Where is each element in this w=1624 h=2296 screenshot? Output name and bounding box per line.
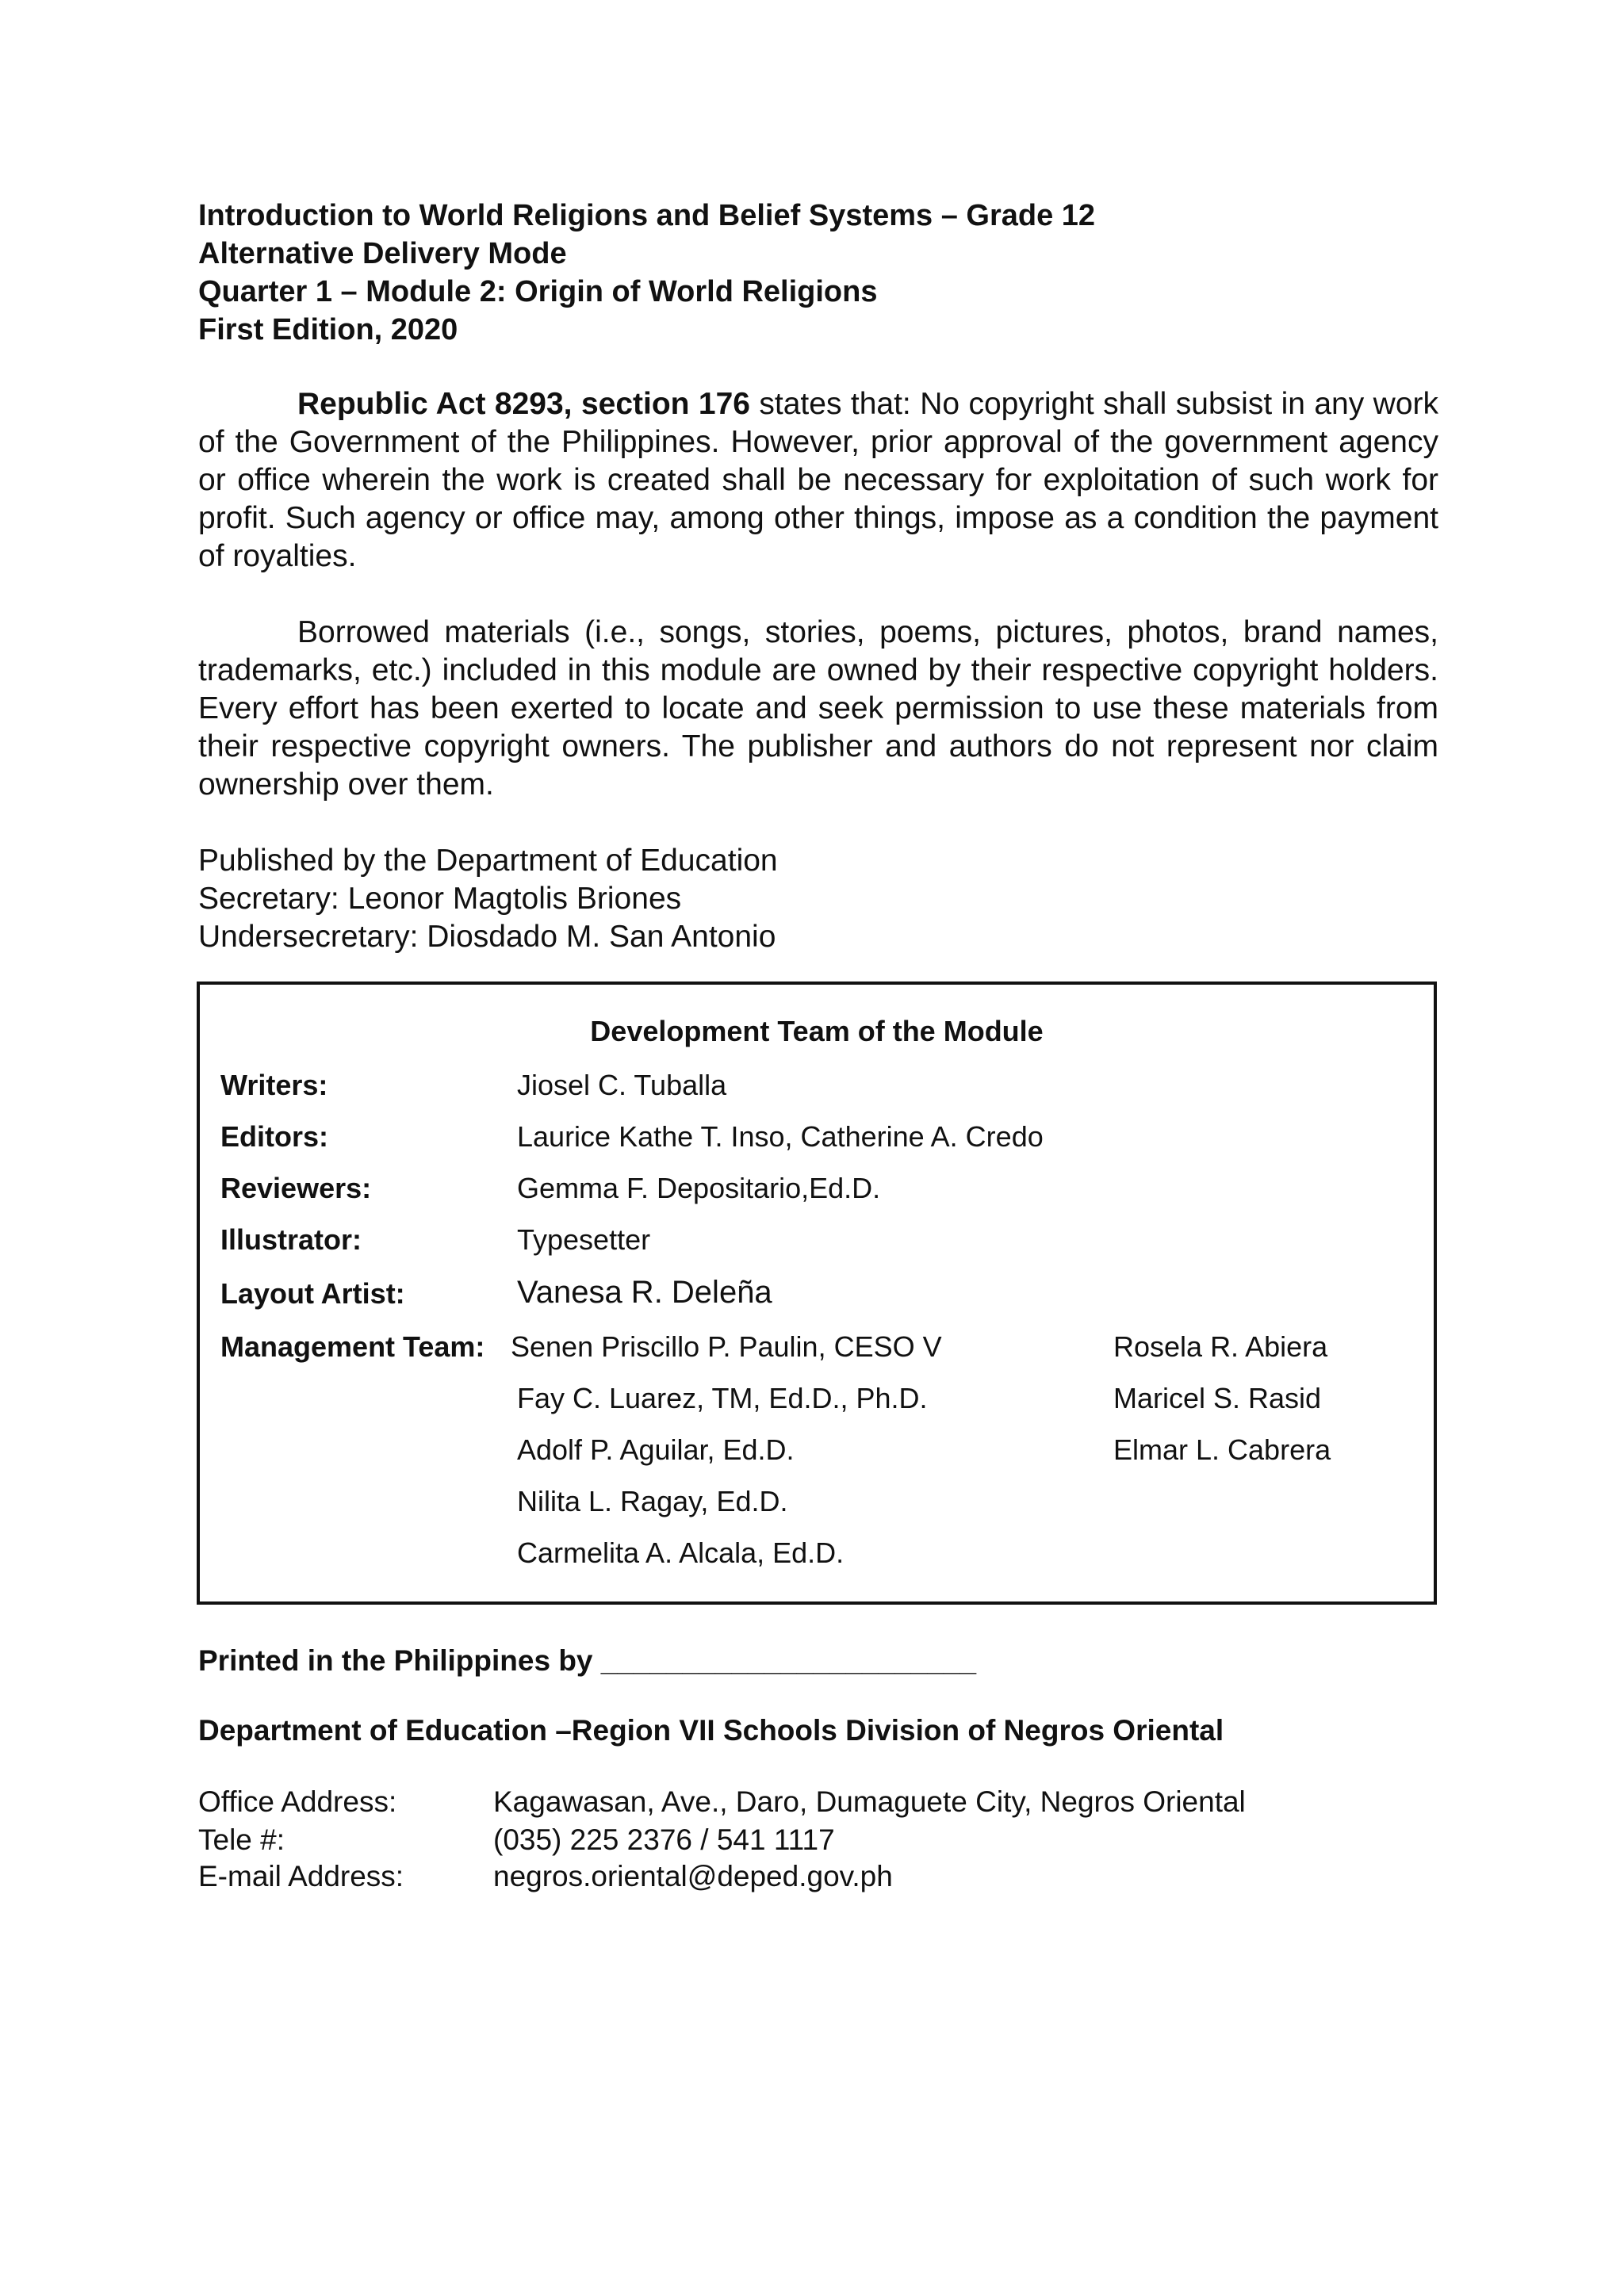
published-by: Published by the Department of Education xyxy=(198,844,778,878)
management-member: Maricel S. Rasid xyxy=(1113,1382,1322,1414)
contact-label: E-mail Address: xyxy=(198,1860,404,1892)
borrowed-materials-paragraph: Borrowed materials (i.e., songs, stories, poems, pictures, photos, brand names, trademarks, etc.) included in this module are owned by their respective copyright holders. Every effort has been exerted to locate and seek permission to use these materials from their respective copyright owners. The publisher and authors do not represent nor claim ownership over them. xyxy=(198,615,1438,802)
team-value: Jiosel C. Tuballa xyxy=(517,1069,727,1101)
management-member: Elmar L. Cabrera xyxy=(1113,1433,1331,1466)
document-body xyxy=(198,197,1438,956)
copyright-paragraph xyxy=(198,385,1438,576)
contact-label: Office Address: xyxy=(198,1785,397,1818)
management-team-label: Management Team: xyxy=(220,1330,485,1363)
team-heading: Development Team of the Module xyxy=(590,1015,1044,1047)
module-title: Introduction to World Religions and Belief Systems – Grade 12 xyxy=(198,199,1096,232)
copyright-body: states that: No copyright shall subsist in any work of the Government of the Philippines. However, prior approval of the government agency or office wherein the work is created shall be necessary for exploitation of such work for profit. Such agency or office may, among other things, impose as a condition the payment of royalties. xyxy=(198,387,1438,573)
delivery-mode: Alternative Delivery Mode xyxy=(198,237,567,270)
development-team-box xyxy=(197,982,1437,1605)
edition: First Edition, 2020 xyxy=(198,313,458,346)
publication-info xyxy=(198,842,1438,956)
management-member: Adolf P. Aguilar, Ed.D. xyxy=(517,1433,795,1466)
management-member: Senen Priscillo P. Paulin, CESO V xyxy=(511,1330,942,1363)
module-title-block xyxy=(198,197,1438,349)
management-member: Carmelita A. Alcala, Ed.D. xyxy=(517,1536,845,1569)
secretary: Secretary: Leonor Magtolis Briones xyxy=(198,882,682,916)
contact-value: negros.oriental@deped.gov.ph xyxy=(493,1860,893,1892)
team-label: Editors: xyxy=(220,1120,329,1153)
republic-act-reference: Republic Act 8293, section 176 xyxy=(297,387,750,421)
management-member: Rosela R. Abiera xyxy=(1113,1330,1328,1363)
contact-value: (035) 225 2376 / 541 1117 xyxy=(493,1823,835,1856)
contact-value: Kagawasan, Ave., Daro, Dumaguete City, Negros Oriental xyxy=(493,1785,1246,1818)
team-value: Gemma F. Depositario,Ed.D. xyxy=(517,1172,881,1204)
management-member: Fay C. Luarez, TM, Ed.D., Ph.D. xyxy=(517,1382,928,1414)
team-label: Illustrator: xyxy=(220,1223,362,1256)
team-value: Vanesa R. Deleña xyxy=(517,1275,772,1310)
team-value: Typesetter xyxy=(517,1223,651,1256)
contact-label: Tele #: xyxy=(198,1823,285,1856)
management-member: Nilita L. Ragay, Ed.D. xyxy=(517,1485,788,1517)
team-label: Writers: xyxy=(220,1069,328,1101)
undersecretary: Undersecretary: Diosdado M. San Antonio xyxy=(198,920,776,954)
team-label: Reviewers: xyxy=(220,1172,372,1204)
module-number: Quarter 1 – Module 2: Origin of World Religions xyxy=(198,275,878,308)
deped-division: Department of Education –Region VII Schools Division of Negros Oriental xyxy=(198,1714,1224,1747)
team-label: Layout Artist: xyxy=(220,1277,405,1310)
printed-by-line: Printed in the Philippines by _______________________ xyxy=(198,1644,977,1677)
team-value: Laurice Kathe T. Inso, Catherine A. Credo xyxy=(517,1120,1044,1153)
